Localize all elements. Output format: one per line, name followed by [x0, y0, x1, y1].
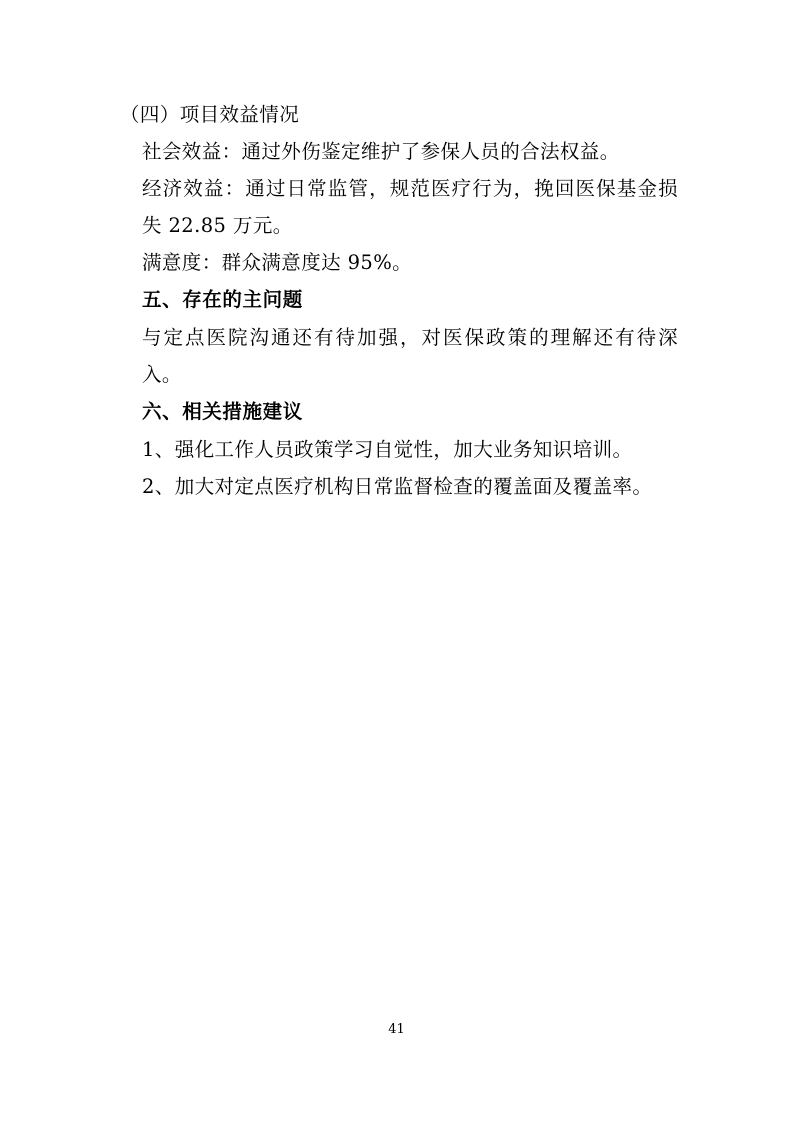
heading-existing-problems: 五、存在的主问题: [142, 288, 303, 311]
paragraph-measure-2: 2、加大对定点医疗机构日常监督检查的覆盖面及覆盖率。: [142, 475, 653, 498]
page-number: 41: [388, 1022, 405, 1037]
paragraph-measure-1: 1、强化工作人员政策学习自觉性，加大业务知识培训。: [142, 438, 633, 461]
paragraph-existing-problems-body: 与定点医院沟通还有待加强，对医保政策的理解还有待深入。: [142, 326, 678, 386]
heading-related-measures: 六、相关措施建议: [142, 400, 303, 423]
paragraph-section-heading-four: （四）项目效益情况: [120, 103, 300, 126]
paragraph-satisfaction: 满意度：群众满意度达 95%。: [142, 251, 413, 274]
paragraph-economic-benefit: 经济效益：通过日常监管，规范医疗行为，挽回医保基金损失 22.85 万元。: [142, 177, 678, 237]
paragraph-social-benefit: 社会效益：通过外伤鉴定维护了参保人员的合法权益。: [142, 140, 620, 163]
document-body: [118, 96, 678, 505]
